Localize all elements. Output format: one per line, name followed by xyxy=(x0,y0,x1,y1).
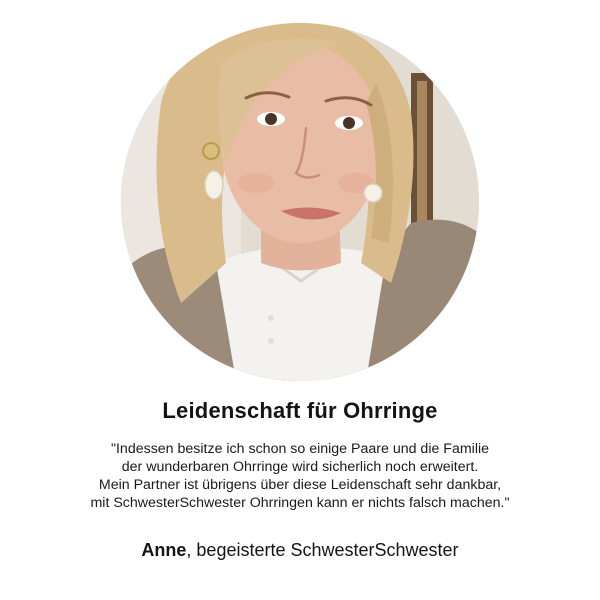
quote-line: "Indessen besitze ich schon so einige Paare und die Familie xyxy=(110,441,490,457)
earring-left-pearl xyxy=(205,171,223,199)
author-description: , begeisterte SchwesterSchwester xyxy=(186,540,459,560)
quote-line: der wunderbaren Ohrringe wird sicherlich noch erweitert. xyxy=(121,459,479,475)
testimonial-title: Leidenschaft für Ohrringe xyxy=(162,398,438,423)
pupil-right xyxy=(343,117,355,129)
blouse-button xyxy=(268,338,274,344)
testimonial-quote xyxy=(40,440,560,512)
testimonial-attribution xyxy=(0,540,600,561)
pupil-left xyxy=(265,113,277,125)
blouse-button xyxy=(268,315,274,321)
quote-line: mit SchwesterSchwester Ohrringen kann er nichts falsch machen." xyxy=(90,495,510,511)
earring-right-pearl xyxy=(364,184,382,202)
quote-line: Mein Partner ist übrigens über diese Leidenschaft sehr dankbar, xyxy=(98,477,502,493)
portrait-illustration xyxy=(121,23,479,381)
earring-left-stud xyxy=(203,143,219,159)
customer-portrait-photo xyxy=(121,23,479,381)
cheek-left xyxy=(238,173,274,193)
author-name: Anne xyxy=(141,540,187,560)
